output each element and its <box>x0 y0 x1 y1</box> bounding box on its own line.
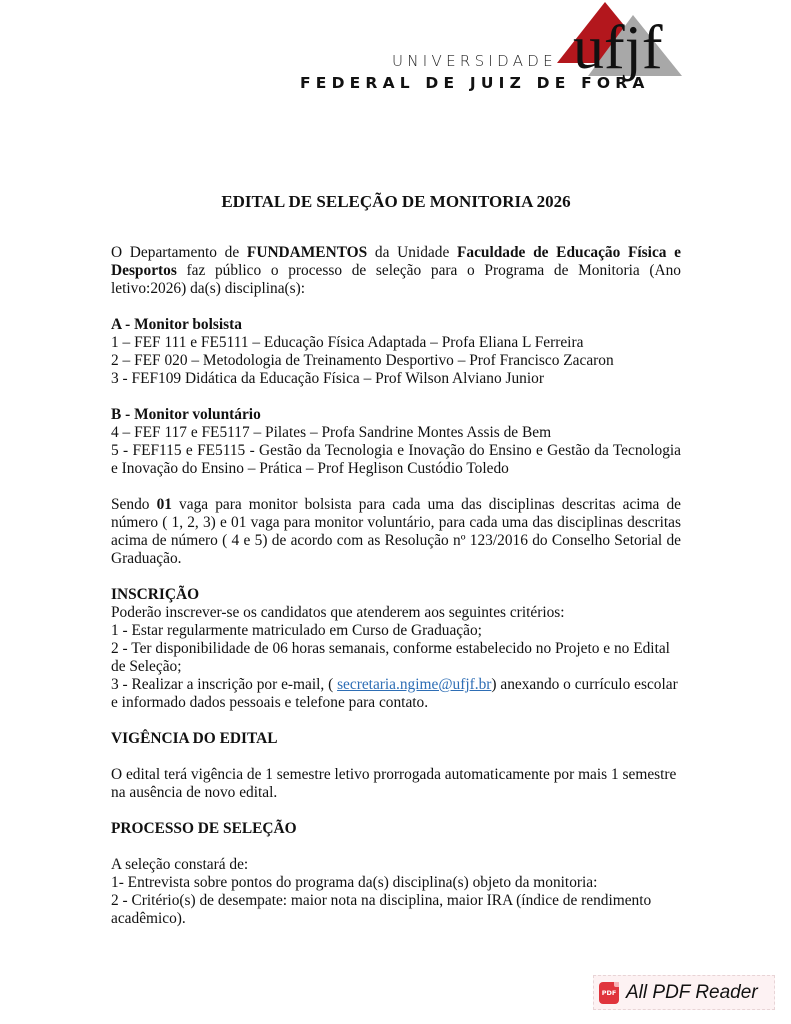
section-a-heading <box>111 316 681 334</box>
vigencia-text: O edital terá vigência de 1 semestre letivo prorrogada automaticamente por mais 1 semestre na ausência de novo edital. <box>111 766 677 801</box>
processo-item: 2 - Critério(s) de desempate: maior nota na disciplina, maior IRA (índice de rendimento acadêmico). <box>111 892 652 927</box>
inscricao-item: 2 - Ter disponibilidade de 06 horas semanais, conforme estabelecido no Projeto e no Edital de Seleção; <box>111 640 670 675</box>
processo-heading <box>111 820 681 838</box>
vagas-count: 01 <box>156 496 172 513</box>
logo-ufjf-text: ufjf <box>573 14 663 82</box>
intro-text-1: O Departamento de <box>111 244 247 261</box>
processo-intro: A seleção constará de: <box>111 856 249 873</box>
intro-text-3: faz público o processo de seleção para o Programa de Monitoria (Ano letivo:2026) da(s) disciplina(s): <box>111 262 681 297</box>
inscricao-item <box>111 676 681 712</box>
email-link[interactable]: secretaria.ngime@ufjf.br <box>337 676 492 693</box>
section-b-item: 5 - FEF115 e FE5115 - Gestão da Tecnologia e Inovação do Ensino e Gestão da Tecnologia e Inovação do Ensino – Prática – Prof Heglison Custódio Toledo <box>111 442 681 477</box>
university-line2: FEDERAL DE JUIZ DE FORA <box>300 74 650 92</box>
processo-item: 1- Entrevista sobre pontos do programa da(s) disciplina(s) objeto da monitoria: <box>111 874 598 891</box>
processo-heading-text: PROCESSO DE SELEÇÃO <box>111 820 297 837</box>
vigencia-heading <box>111 730 681 748</box>
section-a-item: 3 - FEF109 Didática da Educação Física – Prof Wilson Alviano Junior <box>111 370 544 387</box>
document-title: EDITAL DE SELEÇÃO DE MONITORIA 2026 <box>221 192 571 211</box>
unit-name: Faculdade de Educação Física e Desportos <box>111 244 682 279</box>
section-b-heading <box>111 406 681 424</box>
watermark-text: All PDF Reader <box>626 981 758 1003</box>
department-name: FUNDAMENTOS <box>246 244 368 261</box>
intro-paragraph <box>111 244 681 298</box>
section-a-heading-text: A - Monitor bolsista <box>111 316 242 333</box>
pdf-file-icon <box>599 982 619 1004</box>
all-pdf-reader-watermark[interactable] <box>593 975 775 1010</box>
university-logo <box>290 0 690 100</box>
intro-text-2: da Unidade <box>367 244 457 261</box>
inscricao-heading-text: INSCRIÇÃO <box>111 586 200 603</box>
inscricao-intro: Poderão inscrever-se os candidatos que atenderem aos seguintes critérios: <box>111 604 565 621</box>
vigencia-heading-text: VIGÊNCIA DO EDITAL <box>111 730 278 747</box>
vagas-paragraph <box>111 496 681 568</box>
section-a-item: 1 – FEF 111 e FE5111 – Educação Física Adaptada – Profa Eliana L Ferreira <box>111 334 584 351</box>
pdf-icon-label: PDF <box>601 988 617 997</box>
section-b-heading-text: B - Monitor voluntário <box>111 406 261 423</box>
inscricao-item: 1 - Estar regularmente matriculado em Curso de Graduação; <box>111 622 482 639</box>
inscricao-heading <box>111 586 681 604</box>
section-a-item: 2 – FEF 020 – Metodologia de Treinamento Desportivo – Prof Francisco Zacaron <box>111 352 614 369</box>
university-line1: UNIVERSIDADE <box>392 52 557 70</box>
section-b-item: 4 – FEF 117 e FE5117 – Pilates – Profa Sandrine Montes Assis de Bem <box>111 424 552 441</box>
inscricao-item3-pre: 3 - Realizar a inscrição por e-mail, ( <box>111 676 338 693</box>
document-body <box>111 193 681 928</box>
vagas-text-2: vaga para monitor bolsista para cada uma das disciplinas descritas acima de número ( 1, 2, 3) e 01 vaga para monitor voluntário, para cada uma das disciplinas descritas acima de número ( 4 e 5) de acordo com as Resolução nº 123/2016 do Conselho Setorial de Graduação. <box>111 496 681 567</box>
inscricao-item3-post: ) anexando o currículo escolar e informado dados pessoais e telefone para contato. <box>111 676 678 711</box>
vagas-text-1: Sendo <box>111 496 157 513</box>
